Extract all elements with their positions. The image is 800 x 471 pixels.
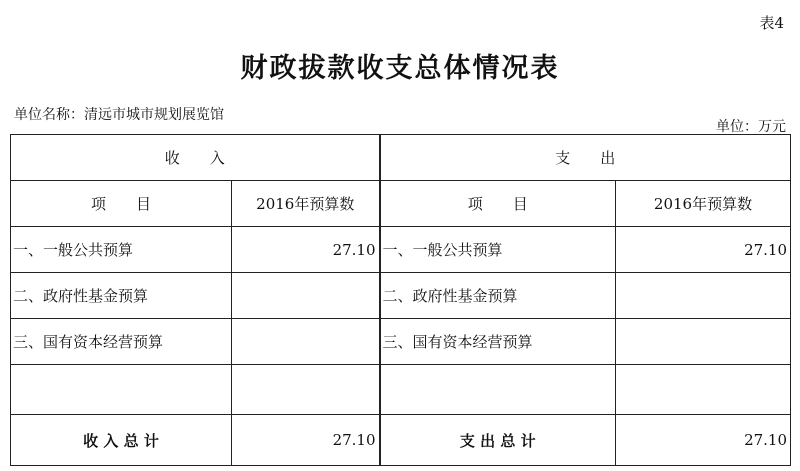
page-title: 财政拔款收支总体情况表 <box>240 53 560 84</box>
income-value-cell <box>232 273 380 319</box>
expense-item-cell: 三、国有资本经营预算 <box>380 319 616 365</box>
table-number: 表4 <box>759 14 784 32</box>
income-item-cell: 三、国有资本经营预算 <box>11 319 232 365</box>
empty-row <box>11 365 791 415</box>
income-total-label: 收 入 总 计 <box>11 415 232 466</box>
expense-value-cell <box>616 273 791 319</box>
expense-item-cell: 二、政府性基金预算 <box>380 273 616 319</box>
table-row <box>11 227 791 273</box>
expense-total-label: 支 出 总 计 <box>380 415 616 466</box>
expense-budget-header: 2016年预算数 <box>616 181 791 227</box>
expense-header: 支 出 <box>380 135 791 181</box>
income-value-cell <box>232 319 380 365</box>
total-row <box>11 415 791 466</box>
table-row <box>11 319 791 365</box>
income-header: 收 入 <box>11 135 380 181</box>
table-header-row <box>11 135 791 181</box>
empty-cell <box>616 365 791 415</box>
income-budget-header: 2016年预算数 <box>232 181 380 227</box>
table-row <box>11 273 791 319</box>
income-value-cell: 27.10 <box>232 227 380 273</box>
expense-value-cell <box>616 319 791 365</box>
budget-table <box>10 134 791 466</box>
empty-cell <box>11 365 232 415</box>
expense-total-value: 27.10 <box>616 415 791 466</box>
currency-unit-label: 单位：万元 <box>716 119 786 135</box>
unit-name-label: 单位名称：清远市城市规划展览馆 <box>14 107 224 123</box>
income-total-value: 27.10 <box>232 415 380 466</box>
empty-cell <box>232 365 380 415</box>
income-item-header: 项 目 <box>11 181 232 227</box>
expense-item-cell: 一、一般公共预算 <box>380 227 616 273</box>
expense-value-cell: 27.10 <box>616 227 791 273</box>
income-item-cell: 二、政府性基金预算 <box>11 273 232 319</box>
empty-cell <box>380 365 616 415</box>
expense-item-header: 项 目 <box>380 181 616 227</box>
table-subheader-row <box>11 181 791 227</box>
income-item-cell: 一、一般公共预算 <box>11 227 232 273</box>
